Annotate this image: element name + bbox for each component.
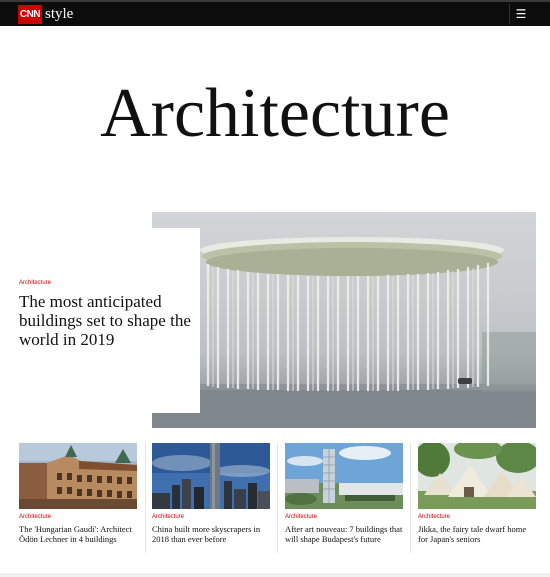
budapest-tower-image	[285, 443, 403, 509]
article-thumbnail[interactable]	[19, 443, 137, 509]
card-divider	[277, 443, 278, 553]
hero-category-label[interactable]: Architecture	[19, 280, 52, 286]
top-navigation-bar	[0, 0, 550, 26]
hero-headline[interactable]: The most anticipated buildings set to shape the world in 2019	[19, 292, 191, 349]
article-card[interactable]	[418, 443, 536, 544]
section-name[interactable]: style	[45, 6, 74, 22]
article-category[interactable]: Architecture	[418, 514, 451, 520]
article-thumbnail[interactable]	[152, 443, 270, 509]
card-divider	[410, 443, 411, 553]
hamburger-icon[interactable]: ☰	[509, 4, 532, 24]
article-title[interactable]: The 'Hungarian Gaudí': Architect Ödön Lechner in 4 buildings	[19, 524, 132, 544]
article-category[interactable]: Architecture	[152, 514, 185, 520]
article-title[interactable]: China built more skyscrapers in 2018 than ever before	[152, 524, 261, 544]
article-title[interactable]: Jikka, the fairy tale dwarf home for Japan's seniors	[418, 524, 527, 544]
skyscrapers-image	[152, 443, 270, 509]
pavilion-illustration	[152, 212, 536, 428]
article-thumbnail[interactable]	[285, 443, 403, 509]
article-title[interactable]: After art nouveau: 7 buildings that will shape Budapest's future	[285, 524, 403, 544]
card-divider	[145, 443, 146, 553]
article-thumbnail[interactable]	[418, 443, 536, 509]
ornate-building-image	[19, 443, 137, 509]
article-category[interactable]: Architecture	[285, 514, 318, 520]
article-card[interactable]	[19, 443, 137, 544]
hero-image[interactable]	[152, 212, 536, 428]
article-card[interactable]	[152, 443, 270, 544]
cnn-logo[interactable]: CNN	[18, 5, 42, 24]
jikka-house-image	[418, 443, 536, 509]
article-category[interactable]: Architecture	[19, 514, 52, 520]
article-card[interactable]	[285, 443, 403, 544]
page-bottom-edge	[0, 573, 550, 577]
page-title: Architecture	[100, 75, 450, 152]
